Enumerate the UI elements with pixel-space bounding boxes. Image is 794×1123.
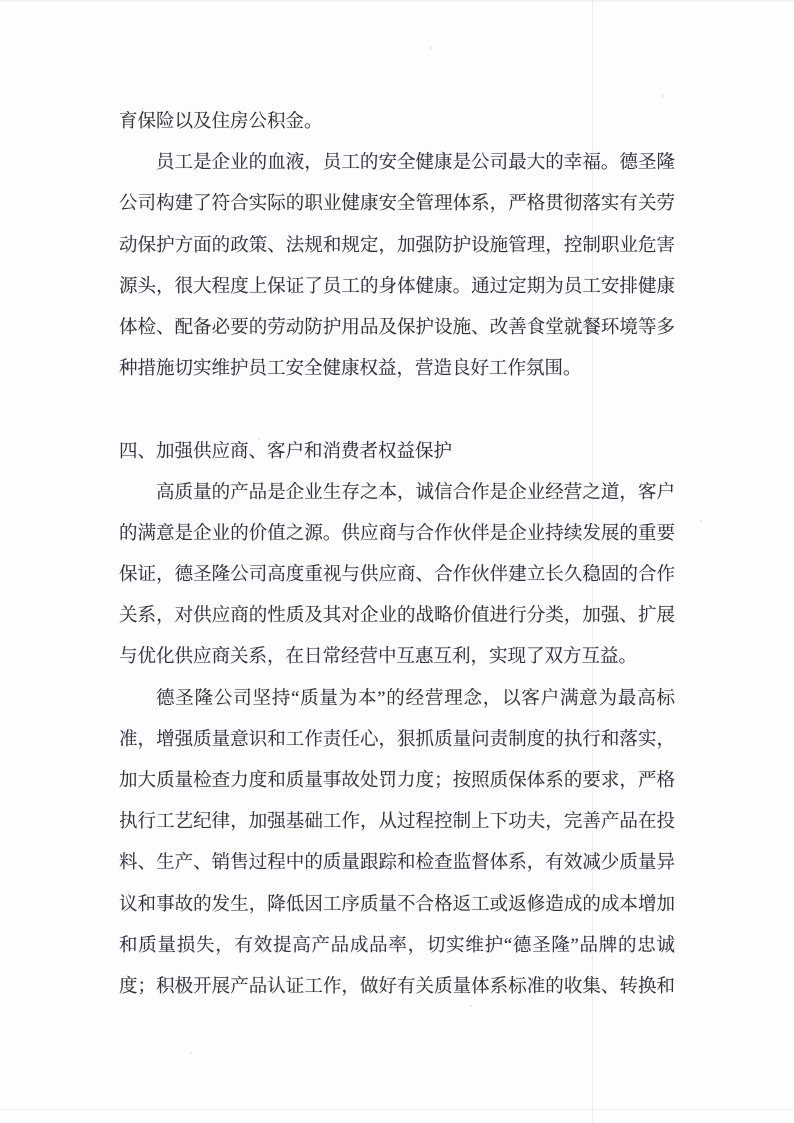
text-line: 种措施切实维护员工安全健康权益，营造良好工作氛围。 [119, 359, 582, 380]
document-text-block [119, 102, 675, 1008]
text-line: 育保险以及住房公积金。 [119, 112, 323, 132]
text-line: 保证，德圣隆公司高度重视与供应商、合作伙伴建立长久稳固的合作 [119, 565, 675, 586]
text-line: 议和事故的发生，降低因工序质量不合格返工或返修造成的成本增加 [119, 894, 675, 915]
text-line: 执行工艺纪律，加强基础工作，从过程控制上下功夫，完善产品在投 [119, 812, 675, 833]
text-line: 员工是企业的血液，员工的安全健康是公司最大的幸福。德圣隆 [156, 153, 675, 174]
text-line: 和质量损失，有效提高产品成品率，切实维护“德圣隆”品牌的忠诚 [119, 935, 675, 956]
text-line: 与优化供应商关系，在日常经营中互惠互利，实现了双方互益。 [119, 647, 638, 668]
text-line: 德圣隆公司坚持“质量为本”的经营理念，以客户满意为最高标 [156, 688, 675, 709]
text-line: 加大质量检查力度和质量事故处罚力度；按照质保体系的要求，严格 [119, 771, 675, 791]
text-line: 准，增强质量意识和工作责任心，狠抓质量问责制度的执行和落实， [119, 729, 675, 750]
scan-speck [700, 520, 702, 522]
scan-artifact-top-edge [0, 0, 794, 2]
text-line: 关系，对供应商的性质及其对企业的战略价值进行分类，加强、扩展 [119, 606, 675, 627]
text-line: 高质量的产品是企业生存之本，诚信合作是企业经营之道，客户 [156, 482, 675, 503]
scan-speck [662, 95, 664, 97]
text-line: 源头，很大程度上保证了员工的身体健康。通过定期为员工安排健康 [119, 276, 675, 297]
text-line: 的满意是企业的价值之源。供应商与合作伙伴是企业持续发展的重要 [119, 523, 675, 544]
text-line: 度；积极开展产品认证工作，做好有关质量体系标准的收集、转换和 [119, 976, 675, 997]
blank-line [119, 390, 675, 431]
scan-artifact-bottom-edge [0, 1109, 794, 1110]
scan-speck [430, 47, 432, 49]
text-line: 体检、配备必要的劳动防护用品及保护设施、改善食堂就餐环境等多 [119, 317, 675, 338]
text-line: 公司构建了符合实际的职业健康安全管理体系，严格贯彻落实有关劳 [119, 194, 675, 215]
section-heading: 四、加强供应商、客户和消费者权益保护 [119, 441, 453, 462]
text-line: 动保护方面的政策、法规和规定，加强防护设施管理，控制职业危害 [119, 235, 675, 256]
scan-speck [190, 1052, 192, 1054]
text-line: 料、生产、销售过程中的质量跟踪和检查监督体系，有效减少质量异 [119, 853, 675, 874]
